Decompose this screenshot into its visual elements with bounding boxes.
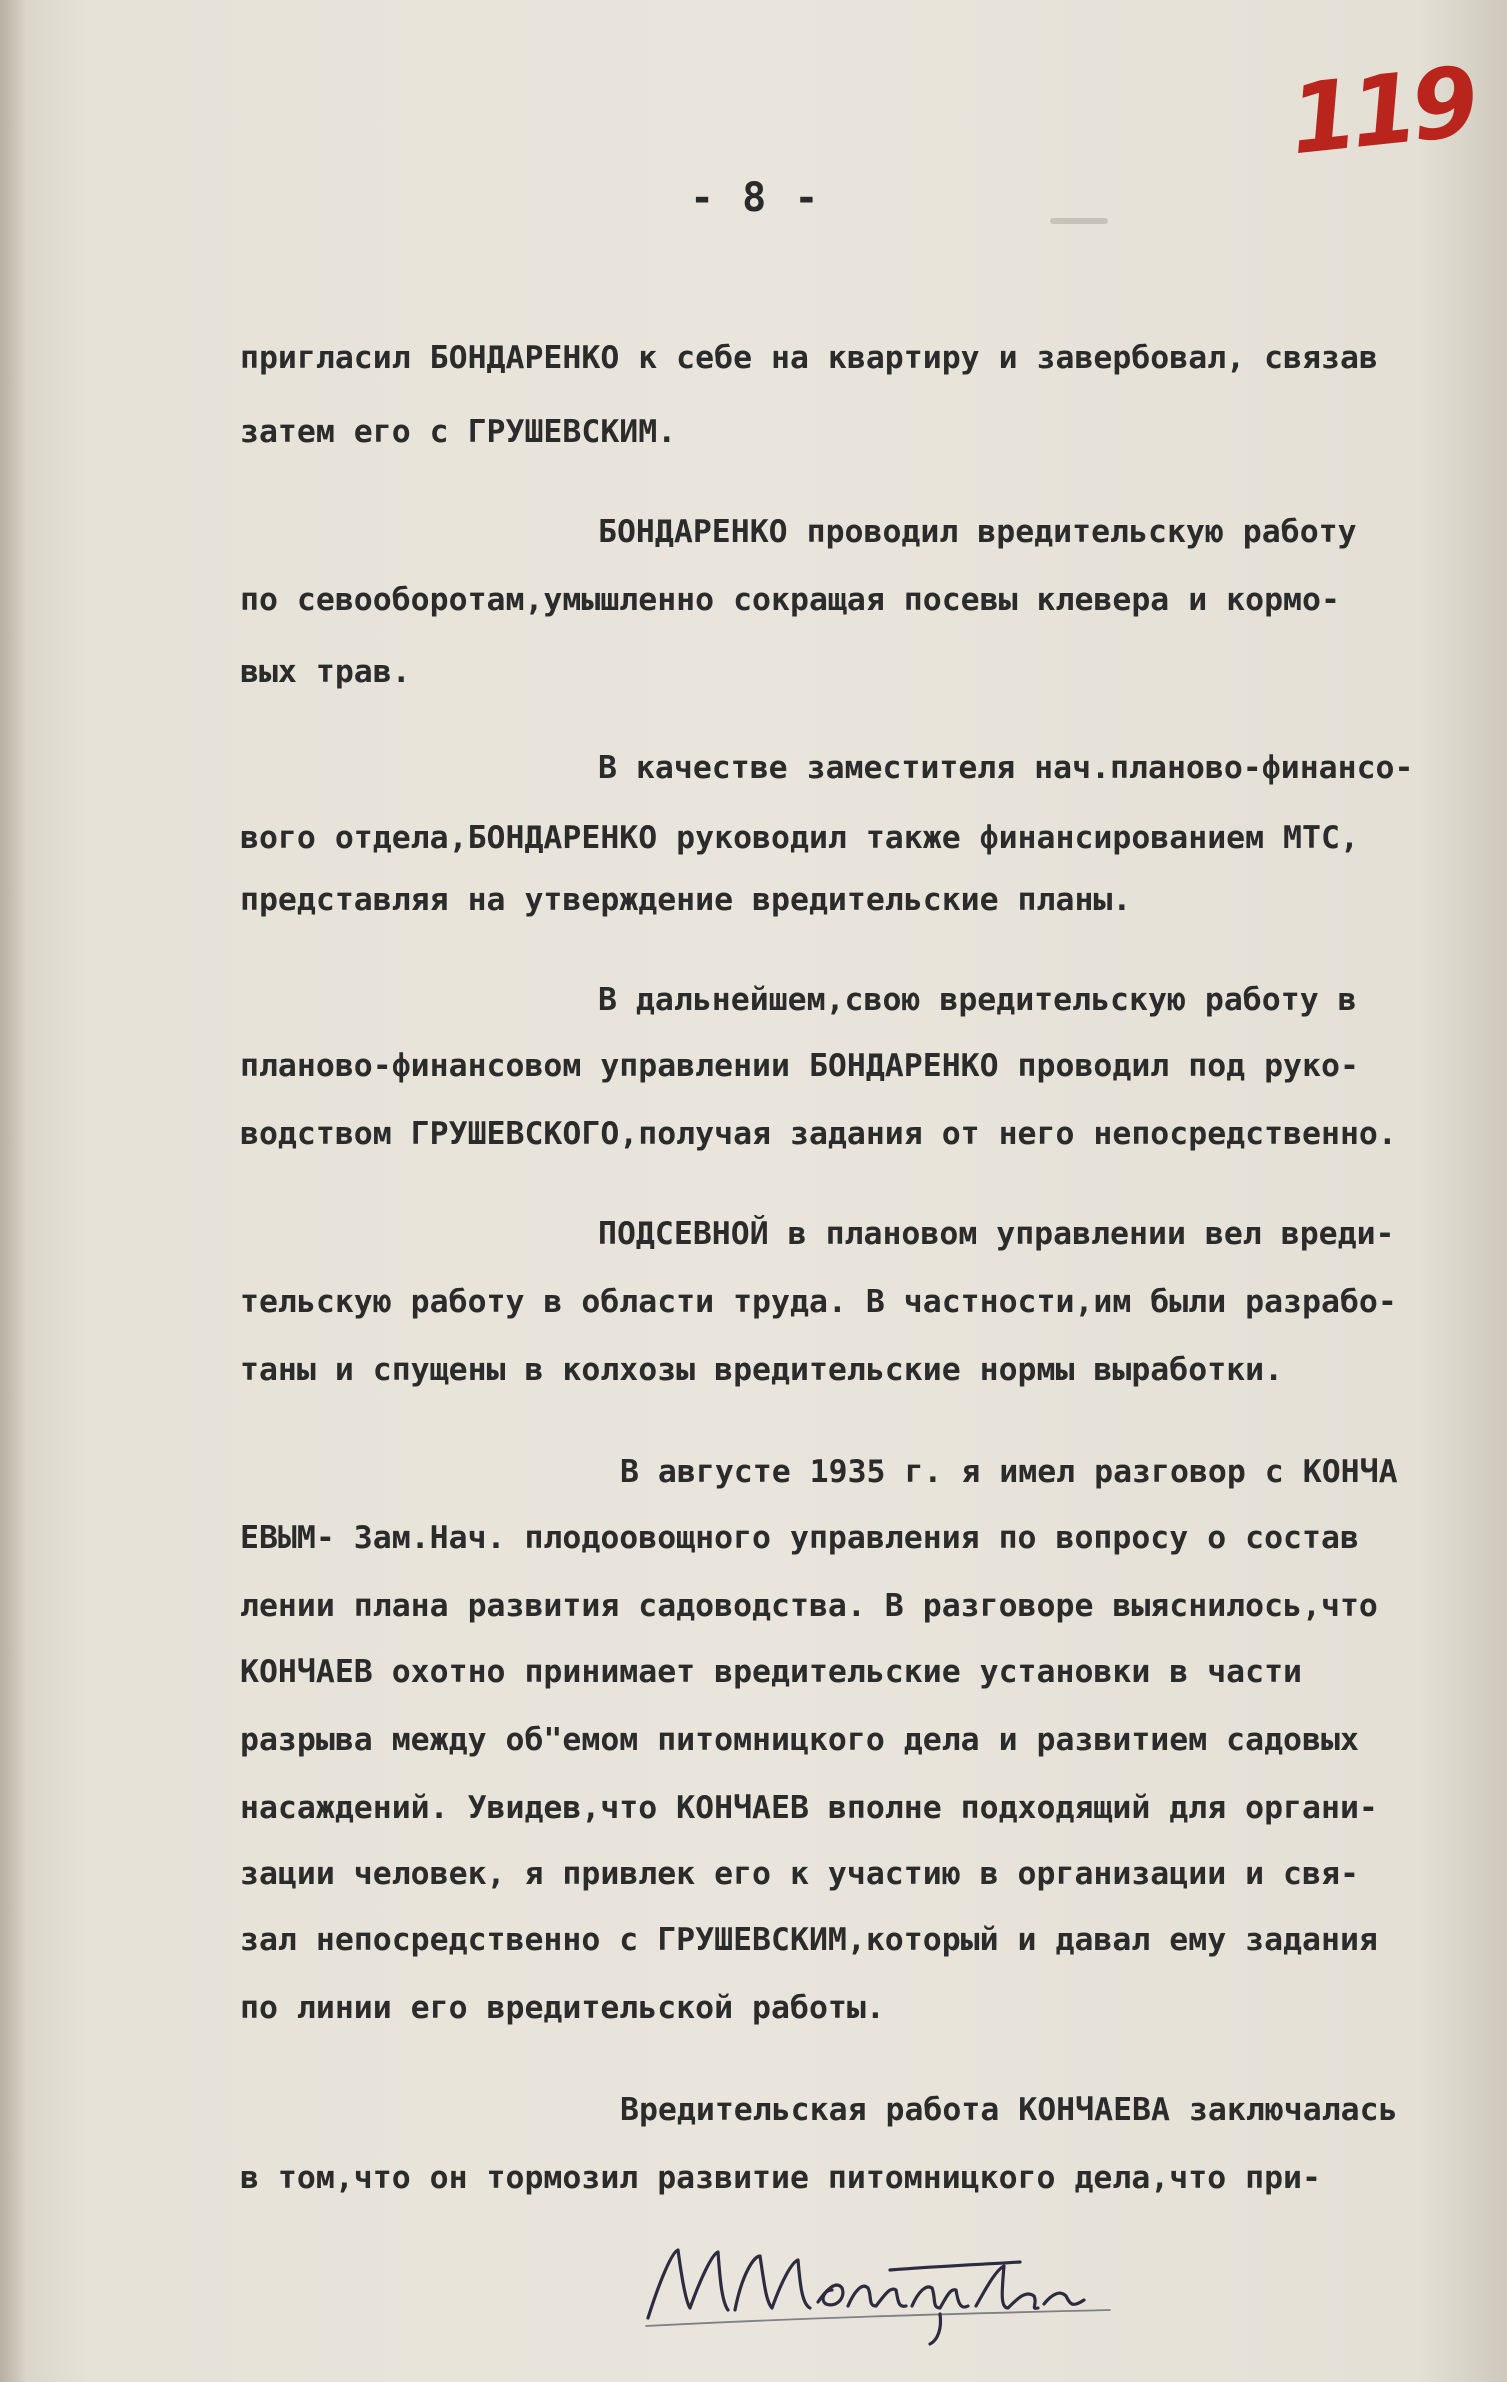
text-line: в том,что он тормозил развитие питомницкого дела,что при- — [240, 2160, 1321, 2196]
text-line: планово-финансовом управлении БОНДАРЕНКО проводил под руко- — [240, 1048, 1359, 1084]
text-line: вых трав. — [240, 654, 411, 690]
text-line: по линии его вредительской работы. — [240, 1990, 885, 2026]
text-line: насаждений. Увидев,что КОНЧАЕВ вполне подходящий для органи- — [240, 1790, 1378, 1826]
text-line: Вредительская работа КОНЧАЕВА заключалась — [620, 2092, 1398, 2128]
text-line: таны и спущены в колхозы вредительские нормы выработки. — [240, 1352, 1284, 1388]
page-edge-shadow — [0, 0, 26, 2382]
archive-page-number: 119 — [1284, 45, 1478, 177]
text-line: В августе 1935 г. я имел разговор с КОНЧА — [620, 1454, 1398, 1490]
text-line: В дальнейшем,свою вредительскую работу в — [598, 982, 1357, 1018]
handwritten-signature — [640, 2210, 1120, 2350]
text-line: ПОДСЕВНОЙ в плановом управлении вел вреди- — [598, 1216, 1395, 1252]
text-line: В качестве заместителя нач.планово-финансо- — [598, 750, 1414, 786]
text-line: по севооборотам,умышленно сокращая посевы клевера и кормо- — [240, 582, 1340, 618]
text-line: тельскую работу в области труда. В частности,им были разрабо- — [240, 1284, 1397, 1320]
text-line: лении плана развития садоводства. В разговоре выяснилось,что — [240, 1588, 1378, 1624]
page-number: - 8 - — [690, 175, 821, 221]
text-line: пригласил БОНДАРЕНКО к себе на квартиру и завербовал, связав — [240, 340, 1378, 376]
text-line: зал непосредственно с ГРУШЕВСКИМ,который и давал ему задания — [240, 1922, 1378, 1958]
text-line: разрыва между об"емом питомницкого дела и развитием садовых — [240, 1722, 1359, 1758]
text-line: вого отдела,БОНДАРЕНКО руководил также финансированием МТС, — [240, 820, 1359, 856]
ink-smudge — [1050, 218, 1108, 224]
text-line: представляя на утверждение вредительские планы. — [240, 882, 1132, 918]
text-line: зации человек, я привлек его к участию в организации и свя- — [240, 1856, 1359, 1892]
text-line: ЕВЫМ- Зам.Нач. плодоовощного управления по вопросу о состав — [240, 1520, 1359, 1556]
text-line: затем его с ГРУШЕВСКИМ. — [240, 414, 677, 450]
text-line: КОНЧАЕВ охотно принимает вредительские установки в части — [240, 1654, 1303, 1690]
text-line: водством ГРУШЕВСКОГО,получая задания от него непосредственно. — [240, 1116, 1397, 1152]
text-line: БОНДАРЕНКО проводил вредительскую работу — [598, 514, 1357, 550]
